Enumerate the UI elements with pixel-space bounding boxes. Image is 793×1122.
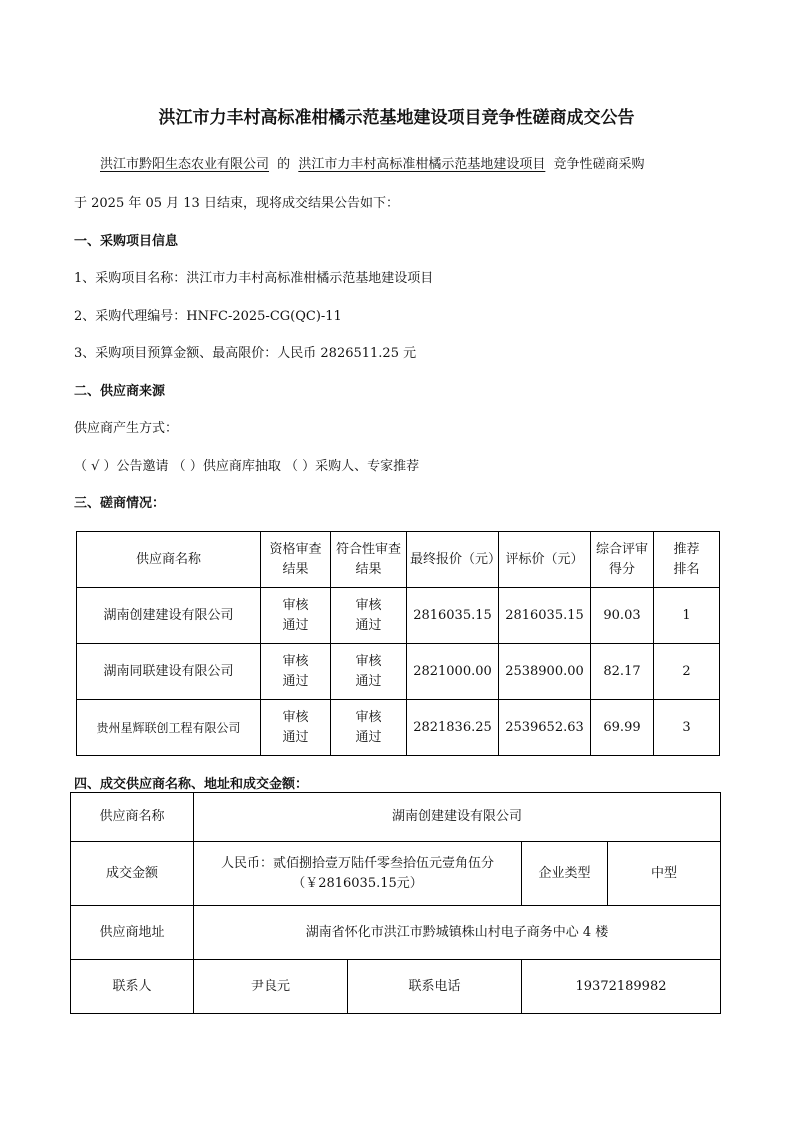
rank: 2 bbox=[654, 644, 720, 700]
intro-line-2: 于 2025 年 05 月 13 日结束，现将成交结果公告如下： bbox=[74, 196, 399, 211]
table-row bbox=[77, 700, 720, 756]
contact-label: 联系人 bbox=[71, 960, 194, 1014]
conformity-result: 审核通过 bbox=[331, 644, 407, 700]
amount-label: 成交金额 bbox=[71, 842, 194, 906]
type-value: 中型 bbox=[608, 842, 721, 906]
supplier-value: 湖南创建建设有限公司 bbox=[194, 793, 721, 842]
intro-of: 的 bbox=[277, 157, 291, 172]
header-final-price: 最终报价（元） bbox=[407, 532, 499, 588]
header-eval-price: 评标价（元） bbox=[499, 532, 591, 588]
score: 90.03 bbox=[591, 588, 654, 644]
supplier-name: 贵州星辉联创工程有限公司 bbox=[77, 700, 261, 756]
header-rank: 推荐排名 bbox=[654, 532, 720, 588]
header-qualification: 资格审查结果 bbox=[261, 532, 331, 588]
qualification-result: 审核通过 bbox=[261, 588, 331, 644]
phone-value: 19372189982 bbox=[522, 960, 721, 1014]
section1-heading: 一、采购项目信息 bbox=[74, 234, 179, 249]
supplier-name: 湖南同联建设有限公司 bbox=[77, 644, 261, 700]
address-label: 供应商地址 bbox=[71, 906, 194, 960]
eval-price: 2538900.00 bbox=[499, 644, 591, 700]
amount-row bbox=[71, 842, 721, 906]
agency-code-item: 2、采购代理编号：HNFC-2025-CG(QC)-11 bbox=[74, 309, 342, 324]
eval-price: 2816035.15 bbox=[499, 588, 591, 644]
type-label: 企业类型 bbox=[522, 842, 608, 906]
section4-heading: 四、成交供应商名称、地址和成交金额： bbox=[74, 777, 309, 792]
section3-heading: 三、磋商情况： bbox=[74, 496, 166, 511]
table-row bbox=[77, 644, 720, 700]
eval-price: 2539652.63 bbox=[499, 700, 591, 756]
contact-value: 尹良元 bbox=[194, 960, 348, 1014]
qualification-result: 审核通过 bbox=[261, 700, 331, 756]
final-price: 2821000.00 bbox=[407, 644, 499, 700]
amount-number: （￥2816035.15元） bbox=[292, 875, 423, 891]
rank: 1 bbox=[654, 588, 720, 644]
source-options: （ √ ）公告邀请 （ ）供应商库抽取 （ ）采购人、专家推荐 bbox=[74, 459, 420, 474]
phone-label: 联系电话 bbox=[348, 960, 522, 1014]
final-price: 2821836.25 bbox=[407, 700, 499, 756]
negotiation-table bbox=[76, 531, 720, 756]
supplier-row bbox=[71, 793, 721, 842]
conformity-result: 审核通过 bbox=[331, 588, 407, 644]
address-value: 湖南省怀化市洪江市黔城镇株山村电子商务中心 4 楼 bbox=[194, 906, 721, 960]
address-row bbox=[71, 906, 721, 960]
page-title: 洪江市力丰村高标准柑橘示范基地建设项目竞争性磋商成交公告 bbox=[158, 108, 635, 128]
header-supplier: 供应商名称 bbox=[77, 532, 261, 588]
contact-row bbox=[71, 960, 721, 1014]
purchaser-name: 洪江市黔阳生态农业有限公司 bbox=[100, 157, 270, 172]
intro-line-1 bbox=[100, 153, 644, 172]
table-row bbox=[77, 588, 720, 644]
section2-heading: 二、供应商来源 bbox=[74, 384, 166, 399]
winner-table bbox=[70, 792, 721, 1014]
score: 69.99 bbox=[591, 700, 654, 756]
amount-value bbox=[194, 842, 522, 906]
header-conformity: 符合性审查结果 bbox=[331, 532, 407, 588]
final-price: 2816035.15 bbox=[407, 588, 499, 644]
amount-words: 人民币：贰佰捌拾壹万陆仟零叁拾伍元壹角伍分 bbox=[220, 855, 494, 871]
rank: 3 bbox=[654, 700, 720, 756]
intro-suffix: 竞争性磋商采购 bbox=[553, 157, 645, 172]
qualification-result: 审核通过 bbox=[261, 644, 331, 700]
header-score: 综合评审得分 bbox=[591, 532, 654, 588]
score: 82.17 bbox=[591, 644, 654, 700]
supplier-name: 湖南创建建设有限公司 bbox=[77, 588, 261, 644]
project-name-item: 1、采购项目名称：洪江市力丰村高标准柑橘示范基地建设项目 bbox=[74, 271, 434, 286]
supplier-label: 供应商名称 bbox=[71, 793, 194, 842]
project-name: 洪江市力丰村高标准柑橘示范基地建设项目 bbox=[298, 157, 546, 172]
budget-item: 3、采购项目预算金额、最高限价：人民币 2826511.25 元 bbox=[74, 346, 417, 361]
table-header-row bbox=[77, 532, 720, 588]
method-label: 供应商产生方式： bbox=[74, 421, 179, 436]
conformity-result: 审核通过 bbox=[331, 700, 407, 756]
